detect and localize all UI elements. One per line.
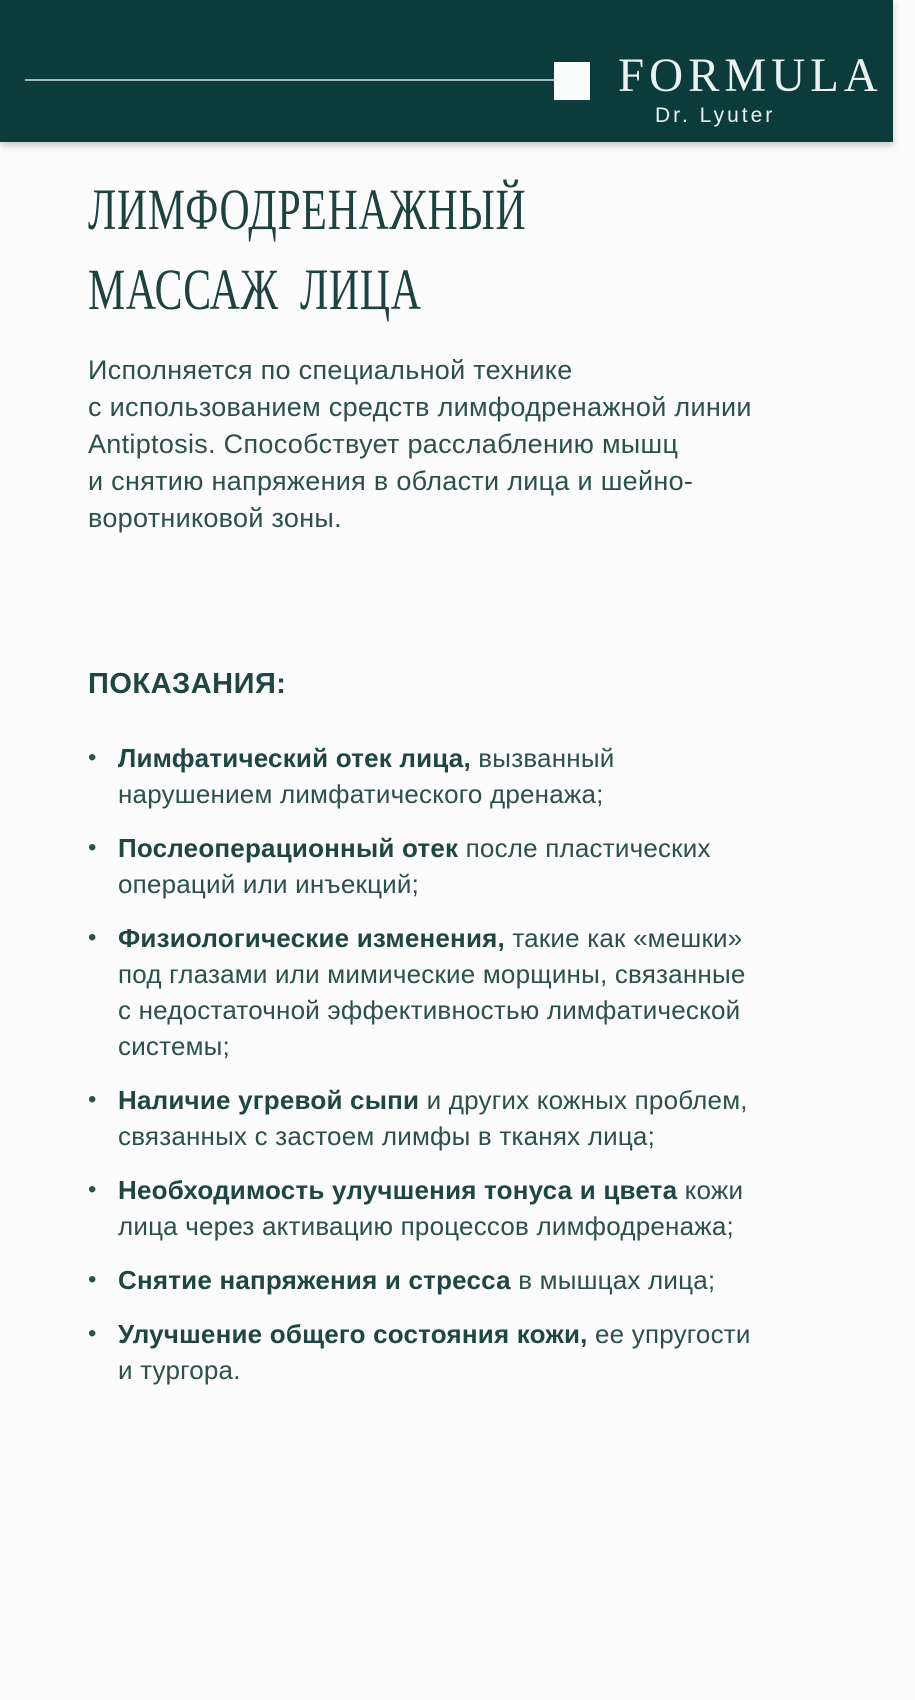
- bullet-icon: •: [88, 834, 97, 861]
- item-rest: ее упругости и тургора.: [118, 1319, 751, 1385]
- item-rest: после пластических операций или инъекций;: [118, 833, 711, 899]
- item-lead: Снятие напряжения и стресса: [118, 1265, 511, 1295]
- item-lead: Физиологические изменения,: [118, 923, 505, 953]
- item-rest: в мышцах лица;: [510, 1265, 716, 1295]
- list-item: [88, 1082, 778, 1154]
- indications-list: [88, 740, 778, 1406]
- brand-header: [0, 0, 893, 142]
- bullet-icon: •: [88, 1176, 97, 1203]
- item-text: [118, 830, 766, 902]
- list-item: [88, 1172, 778, 1244]
- intro-line: Antiptosis. Способствует расслаблению мышц: [88, 429, 679, 459]
- brand-name: FORMULA: [618, 49, 883, 103]
- bullet-icon: •: [88, 1320, 97, 1347]
- page-title-line1: ЛИМФОДРЕНАЖНЫЙ: [88, 177, 527, 242]
- item-rest: такие как «мешки» под глазами или мимические морщины, связанные с недостаточной эффективностью лимфатической системы;: [118, 923, 746, 1061]
- indications-heading: ПОКАЗАНИЯ:: [88, 668, 287, 700]
- list-item: [88, 920, 778, 1064]
- item-rest: кожи лица через активацию процессов лимфодренажа;: [118, 1175, 744, 1241]
- bullet-icon: •: [88, 1086, 97, 1113]
- item-text: [118, 920, 766, 1064]
- intro-line: воротниковой зоны.: [88, 503, 342, 533]
- item-lead: Лимфатический отек лица,: [118, 743, 471, 773]
- item-lead: Послеоперационный отек: [118, 833, 459, 863]
- list-item: [88, 1316, 778, 1388]
- intro-paragraph: [88, 352, 752, 537]
- page-title-line2: МАССАЖ ЛИЦА: [88, 257, 422, 322]
- list-item: [88, 830, 778, 902]
- intro-line: и снятию напряжения в области лица и шейно-: [88, 466, 694, 496]
- item-lead: Необходимость улучшения тонуса и цвета: [118, 1175, 678, 1205]
- item-lead: Наличие угревой сыпи: [118, 1085, 420, 1115]
- list-item: [88, 1262, 778, 1298]
- list-item: [88, 740, 778, 812]
- page-title: [88, 170, 526, 330]
- bullet-icon: •: [88, 744, 97, 771]
- brand-subname: Dr. Lyuter: [655, 104, 776, 127]
- intro-line: с использованием средств лимфодренажной линии: [88, 392, 752, 422]
- logo-square-icon: [554, 62, 590, 100]
- intro-line: Исполняется по специальной технике: [88, 355, 573, 385]
- item-rest: вызванный нарушением лимфатического дренажа;: [118, 743, 615, 809]
- item-text: [118, 1262, 766, 1298]
- item-text: [118, 1082, 766, 1154]
- item-text: [118, 1172, 766, 1244]
- decorative-line: [25, 79, 554, 81]
- item-text: [118, 740, 766, 812]
- item-lead: Улучшение общего состояния кожи,: [118, 1319, 588, 1349]
- item-text: [118, 1316, 766, 1388]
- bullet-icon: •: [88, 924, 97, 951]
- bullet-icon: •: [88, 1266, 97, 1293]
- item-rest: и других кожных проблем, связанных с застоем лимфы в тканях лица;: [118, 1085, 748, 1151]
